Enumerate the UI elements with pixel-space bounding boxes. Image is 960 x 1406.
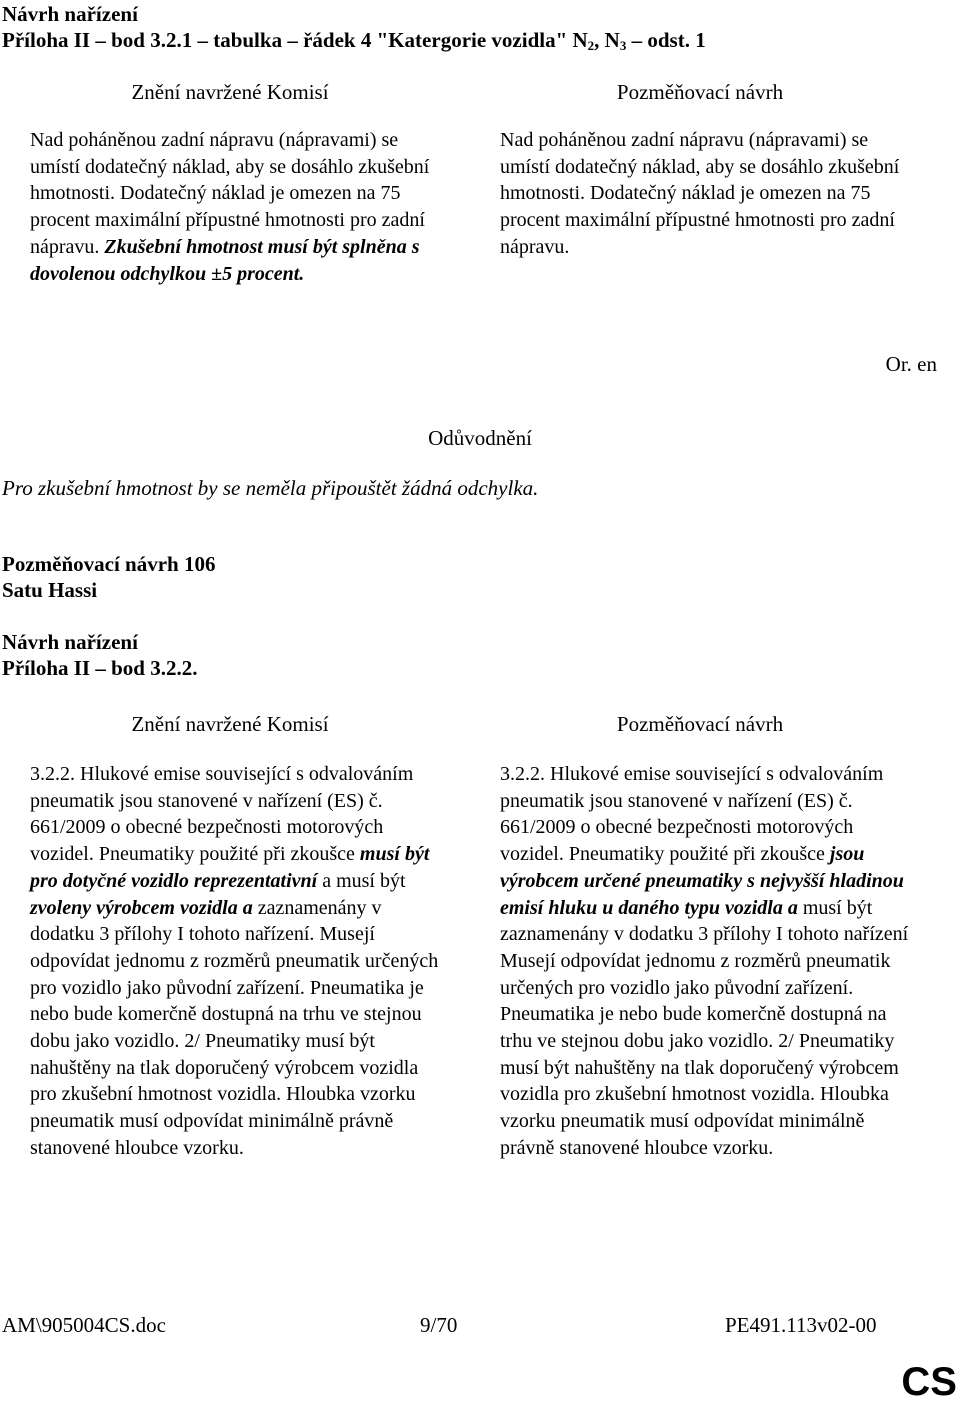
justification-heading: Odůvodnění xyxy=(428,426,532,450)
amendment-text: Nad poháněnou zadní nápravu (nápravami) se umístí dodatečný náklad, aby se dosáhlo zkušební hmotnosti. Dodatečný náklad je omezen na 75 procent maximální přípustné hmotnosti pro zadní nápravu. xyxy=(500,129,900,258)
modified-text: zvoleny výrobcem vozidla a xyxy=(30,896,253,919)
original-language: Or. en xyxy=(885,352,937,376)
annex-reference-2: Příloha II – bod 3.2.2. xyxy=(2,656,198,680)
amendment-number: Pozměňovací návrh 106 xyxy=(2,552,216,576)
added-text: jsou výrobcem určené pneumatiky s nejvyšší hladinou emisí hluku u daného typu vozidla a xyxy=(500,843,904,919)
footer-doc-reference: AM\905004CS.doc xyxy=(2,1313,166,1337)
commission-text-2: 3.2.2. Hlukové emise související s odvalováním pneumatik jsou stanovené v nařízení (ES) č. 661/2009 o obecné bezpečnosti motorových vozidel. Pneumatiky použité při zkoušce musí být pro dotyčné vozidlo reprezentativní a musí být zvoleny výrobcem vozidla a zaznamenány v dodatku 3 přílohy I tohoto nařízení. Musejí odpovídat jednomu z rozměrů pneumatik určených pro vozidlo jako původní zařízení. Pneumatika je nebo bude komerčně dostupná na trhu ve stejnou dobu jako vozidlo. 2/ Pneumatiky musí být nahuštěny na tlak doporučený výrobcem vozidla pro zkušební hmotnost vozidla. Hloubka vzorku pneumatik musí odpovídat minimálně právně stanovené hloubce vzorku. xyxy=(30,763,439,1159)
footer-pe-reference: PE491.113v02-00 xyxy=(725,1313,877,1337)
language-code: CS xyxy=(901,1360,957,1404)
commission-text-heading-2: Znění navržené Komisí xyxy=(131,712,329,736)
amendment-author: Satu Hassi xyxy=(2,578,98,602)
footer-page-number: 9/70 xyxy=(420,1313,458,1337)
annex-reference: Příloha II – bod 3.2.1 – tabulka – řádek 4 "Katergorie vozidla" $N_2$, $N_3$ – odst. 1 xyxy=(2,28,706,53)
amendment-heading: Pozměňovací návrh xyxy=(616,80,784,104)
justification-text: Pro zkušební hmotnost by se neměla připouštět žádná odchylka. xyxy=(2,476,539,500)
amendment-heading-2: Pozměňovací návrh xyxy=(616,712,784,736)
proposal-heading: Návrh nařízení xyxy=(2,2,138,26)
commission-text-heading: Znění navržené Komisí xyxy=(131,80,329,104)
commission-text: Nad poháněnou zadní nápravu (nápravami) se umístí dodatečný náklad, aby se dosáhlo zkušební hmotnosti. Dodatečný náklad je omezen na 75 procent maximální přípustné hmotnosti pro zadní nápravu. Zkušební hmotnost musí být splněna s dovolenou odchylkou ±5 procent. xyxy=(30,129,430,285)
modified-text: musí být pro dotyčné vozidlo reprezentativní xyxy=(30,843,430,892)
deleted-text: Zkušební hmotnost musí být splněna s dovolenou odchylkou ±5 procent. xyxy=(30,235,420,285)
proposal-heading-2: Návrh nařízení xyxy=(2,630,138,654)
amendment-text-2: 3.2.2. Hlukové emise související s odvalováním pneumatik jsou stanovené v nařízení (ES) č. 661/2009 o obecné bezpečnosti motorových vozidel. Pneumatiky použité při zkoušce jsou výrobcem určené pneumatiky s nejvyšší hladinou emisí hluku u daného typu vozidla a musí být zaznamenány v dodatku 3 přílohy I tohoto nařízení Musejí odpovídat jednomu z rozměrů pneumatik určených pro vozidlo jako původní zařízení. Pneumatika je nebo bude komerčně dostupná na trhu ve stejnou dobu jako vozidlo. 2/ Pneumatiky musí být nahuštěny na tlak doporučený výrobcem vozidla pro zkušební hmotnost vozidla. Hloubka vzorku pneumatik musí odpovídat minimálně právně stanovené hloubce vzorku. xyxy=(500,763,909,1159)
